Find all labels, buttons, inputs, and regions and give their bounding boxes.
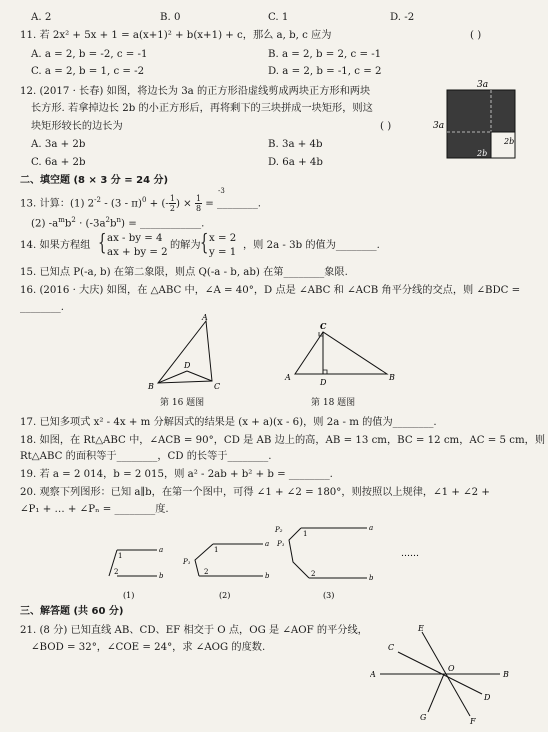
q11-answer-paren: ( ) — [470, 30, 482, 41]
q13-text-e: = ________. — [202, 198, 262, 210]
q11-option-c: C. a = 2, b = 1, c = -2 — [31, 66, 145, 77]
fig21-label-e: E — [418, 624, 424, 633]
fig16-label-c: C — [214, 382, 221, 391]
q18-line-2: Rt△ABC 的面积等于________，CD 的长等于________. — [20, 451, 272, 462]
q13-l2-exp3: 2 — [105, 216, 110, 224]
q16-line-2: ________. — [20, 302, 64, 313]
fig20-2-label-a: a — [265, 540, 270, 548]
fig20-figure-1 — [109, 546, 164, 580]
fig16-triangle — [140, 313, 230, 395]
fig16-label-b: B — [148, 382, 154, 391]
q13-text-b: - (3 - π) — [100, 198, 142, 210]
q14-suffix: ，则 2a - 3b 的值为________. — [243, 240, 380, 251]
q13-line-1 — [20, 194, 261, 213]
q14-brace-2: { — [200, 231, 209, 256]
fig21-label-c: C — [388, 643, 395, 652]
q13-l2-a: (2) -a — [31, 218, 59, 230]
fig20-3-label-a: a — [369, 524, 374, 532]
q14-mid: 的解为 — [170, 240, 201, 251]
q14-prefix: 14. 如果方程组 — [20, 240, 91, 251]
fig18-right-angle-d — [323, 370, 327, 374]
q16-line-1: 16. (2016 · 大庆) 如图，在 △ABC 中，∠A = 40°，D 点是 ∠ABC 和 ∠ACB 角平分线的交点，则 ∠BDC = — [20, 285, 521, 296]
fig18-triangle — [283, 318, 403, 388]
q12-line-2: 长方形. 若拿掉边长 2b 的小正方形后，再将剩下的三块拼成一块矩形，则这 — [31, 103, 373, 114]
q13-exp-neg3: -3 — [218, 187, 225, 195]
q13-l2-exp2: 2 — [71, 216, 76, 224]
q12-line-1: 12. (2017 · 长春) 如图，将边长为 3a 的正方形沿虚线剪成两块正方形和两块 — [20, 86, 371, 97]
q12-option-c: C. 6a + 2b — [31, 157, 86, 168]
q12-line-3: 块矩形较长的边长为 — [31, 121, 123, 132]
q20-line-1: 20. 观察下列图形：已知 a∥b，在第一个图中，可得 ∠1 + ∠2 = 180°，则按照以上规律，∠1 + ∠2 + — [20, 487, 490, 498]
q14-eq-1: ax - by = 4 — [107, 233, 163, 244]
q13-text-c: + (- — [146, 198, 169, 210]
fig20-2-label-b: b — [265, 572, 270, 580]
q11-option-a: A. a = 2, b = -2, c = -1 — [31, 49, 148, 60]
fig20-3-label-b: b — [369, 574, 374, 582]
fig20-1-label-1: 1 — [118, 552, 123, 560]
q13-l2-exp1: m — [58, 216, 65, 224]
q13-frac-eighth-den: 8 — [195, 204, 202, 213]
q14-sol-1: x = 2 — [209, 233, 237, 244]
fig18-caption: 第 18 题图 — [311, 398, 356, 408]
q10-option-c: C. 1 — [268, 12, 289, 23]
fig20-3-label-2: 2 — [311, 570, 316, 578]
q13-l2-e: ) = ____________. — [121, 218, 205, 230]
q17-text: 17. 已知多项式 x² - 4x + m 分解因式的结果是 (x + a)(x - 6)，则 2a - m 的值为________. — [20, 417, 437, 428]
fig21-label-d: D — [484, 693, 491, 702]
fig20-figure-2 — [182, 540, 270, 580]
q12-label-top: 3a — [477, 80, 489, 90]
q10-option-d: D. -2 — [390, 12, 415, 23]
q10-option-b: B. 0 — [160, 12, 181, 23]
fig21-label-f: F — [470, 717, 476, 726]
fig20-caption-2: (2) — [219, 591, 231, 600]
fig16-label-d: D — [184, 361, 191, 370]
section-3-title: 三、解答题 (共 60 分) — [20, 606, 124, 617]
q12-option-a: A. 3a + 2b — [31, 139, 86, 150]
q21-line-2: ∠BOD = 32°，∠COE = 24°，求 ∠AOG 的度数. — [31, 642, 266, 653]
q12-option-b: B. 3a + 4b — [268, 139, 323, 150]
q14-sol-2: y = 1 — [209, 247, 237, 258]
q14-brace-1: { — [98, 231, 107, 256]
q11-option-b: B. a = 2, b = 2, c = -1 — [268, 49, 382, 60]
q13-line-2 — [31, 217, 204, 230]
fig21-label-a: A — [370, 670, 376, 679]
q12-label-b1: 2b — [504, 137, 515, 146]
q10-option-a: A. 2 — [31, 12, 52, 23]
fig20-2-label-2: 2 — [204, 568, 209, 576]
section-2-title: 二、填空题 (8 × 3 分 = 24 分) — [20, 175, 169, 186]
fig20-caption-1: (1) — [123, 591, 135, 600]
q11-stem: 11. 若 2x² + 5x + 1 = a(x+1)² + b(x+1) + c，那么 a, b, c 应为 — [20, 30, 332, 41]
fig18-label-c: C — [320, 321, 327, 331]
fig20-caption-3: (3) — [323, 591, 335, 600]
q13-exp-a: -2 — [94, 196, 101, 205]
fig20-2-label-1: 1 — [214, 546, 219, 554]
fig21-label-g: G — [420, 713, 427, 722]
fig20-1-label-b: b — [159, 572, 164, 580]
fig21-label-b: B — [503, 670, 509, 679]
fig16-caption: 第 16 题图 — [160, 398, 205, 408]
q13-frac-eighth-num: 1 — [195, 194, 202, 203]
q13-text-d: ) × — [175, 198, 195, 210]
fig18-label-a: A — [285, 373, 291, 382]
q14-eq-2: ax + by = 2 — [107, 247, 168, 258]
fig16-label-a: A — [202, 313, 208, 322]
fig21-line-cd — [398, 652, 482, 694]
q13-exp-b: 0 — [141, 196, 147, 205]
q19-text: 19. 若 a = 2 014，b = 2 015，则 a² - 2ab + b² + b = ________. — [20, 469, 333, 480]
q13-frac-half-num: 1 — [169, 194, 175, 203]
fig21-label-o: O — [448, 664, 455, 673]
q13-frac-eighth — [195, 194, 202, 213]
q12-answer-paren: ( ) — [380, 121, 392, 132]
fig20-figure-3 — [274, 524, 374, 582]
fig16-cd — [187, 371, 212, 381]
q18-line-1: 18. 如图，在 Rt△ABC 中，∠ACB = 90°，CD 是 AB 边上的高，AB = 13 cm，BC = 12 cm，AC = 5 cm，则 — [20, 435, 546, 446]
q12-square-figure — [425, 78, 525, 166]
q13-l2-d: b — [109, 218, 117, 230]
q13-frac-half-den: 2 — [169, 204, 175, 213]
fig18-label-d: D — [320, 378, 327, 387]
fig20-3-label-p2: P₂ — [275, 526, 283, 534]
q11-option-d: D. a = 2, b = -1, c = 2 — [268, 66, 382, 77]
q12-label-side: 3a — [433, 121, 445, 131]
fig18-label-b: B — [389, 373, 395, 382]
fig21-ray-og — [428, 674, 444, 712]
fig20-3-label-p1: P₁ — [277, 540, 285, 548]
fig18-triangle-abc — [295, 332, 387, 374]
q13-frac-half — [169, 194, 176, 213]
q20-line-2: ∠P₁ + … + ∠Pₙ = ________度. — [20, 504, 169, 515]
fig20-3-label-1: 1 — [303, 530, 308, 538]
q13-text-a: 13. 计算：(1) 2 — [20, 198, 95, 210]
q12-option-d: D. 6a + 4b — [268, 157, 323, 168]
fig16-triangle-abc — [158, 321, 212, 383]
fig20-1-label-a: a — [159, 546, 164, 554]
q21-line-1: 21. (8 分) 已知直线 AB、CD、EF 相交于 O 点，OG 是 ∠AOF 的平分线， — [20, 625, 368, 636]
q13-l2-exp4: n — [116, 216, 122, 224]
q13-l2-c: · (-3a — [75, 218, 106, 230]
q13-l2-b: b — [64, 218, 72, 230]
fig20-2-label-p1: P₁ — [183, 558, 191, 566]
fig20-1-label-2: 2 — [114, 568, 119, 576]
q15-text: 15. 已知点 P(-a, b) 在第二象限，则点 Q(-a - b, ab) 在第________象限. — [20, 267, 348, 278]
fig20-pattern — [95, 520, 440, 600]
fig21-lines — [370, 620, 530, 728]
fig20-ellipsis: …… — [401, 549, 419, 559]
q12-label-b2: 2b — [477, 149, 488, 158]
